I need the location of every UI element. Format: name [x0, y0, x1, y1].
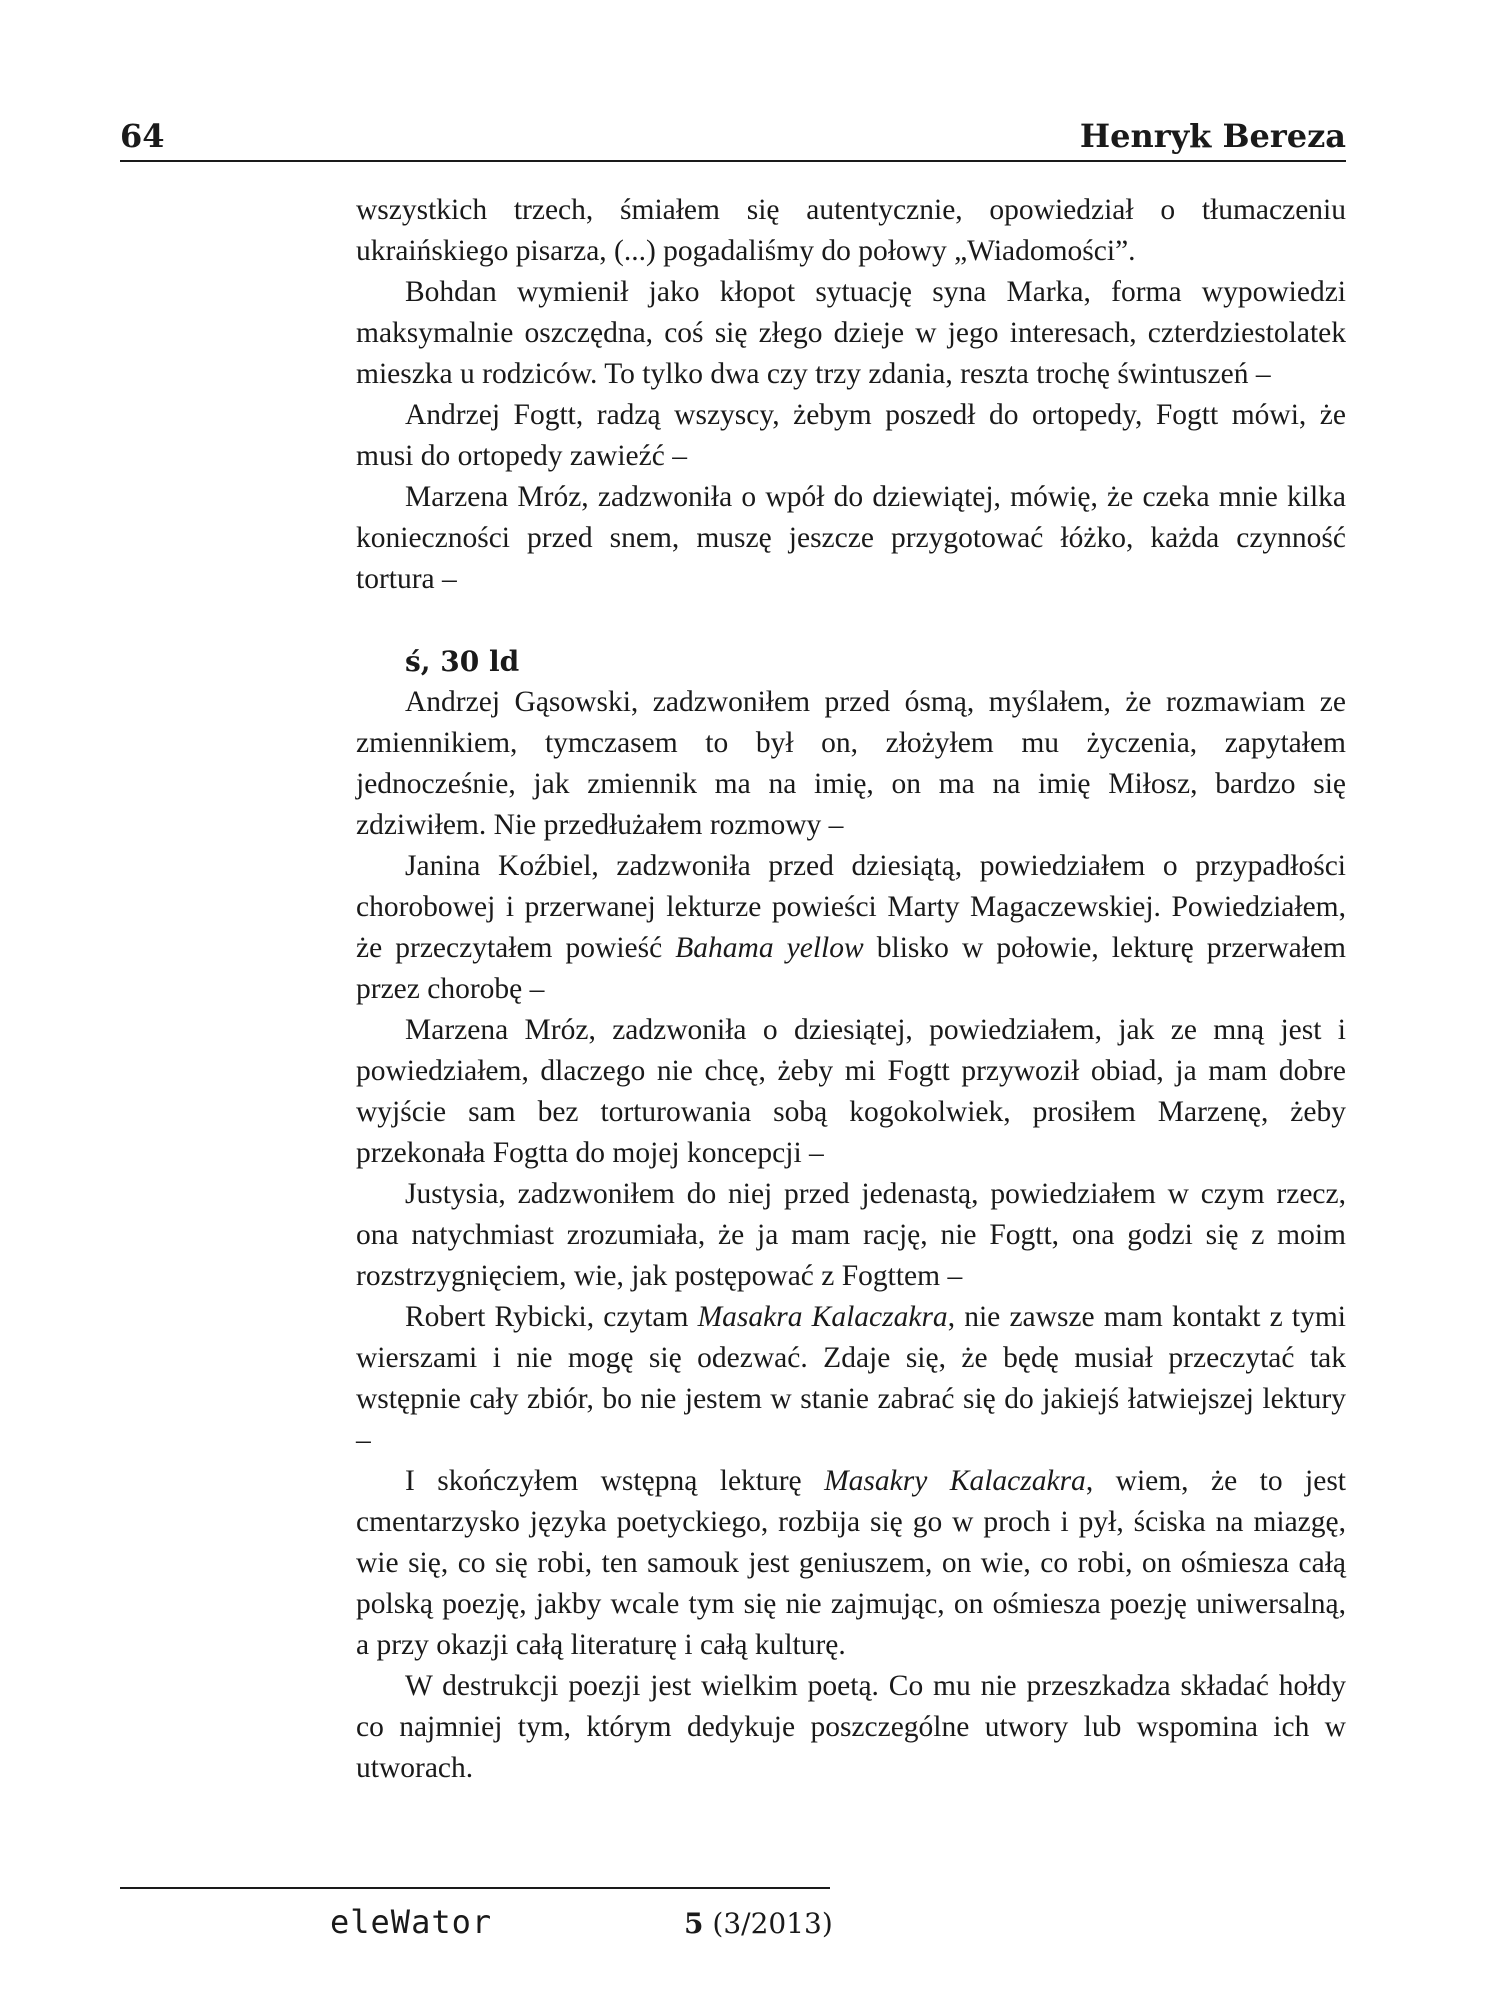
paragraph [356, 1297, 1346, 1461]
book-title: Masakry Kalaczakra [824, 1465, 1086, 1497]
issue-date: (3/2013) [712, 1907, 833, 1940]
diary-date-heading: ś, 30 ld [405, 645, 520, 678]
paragraph: Marzena Mróz, zadzwoniła o wpół do dziewiątej, mówię, że czeka mnie kilka konieczności przed snem, muszę jeszcze przygotować łóżko, każda czynność tortura – [356, 481, 1346, 595]
paragraph [356, 1461, 1346, 1666]
text-run: , wiem, że to jest cmentarzysko języka poetyckiego, rozbija się go w proch i pył, ściska na miazgę, wie się, co się robi, ten samouk jest geniuszem, on wie, co robi, on ośmiesza całą polską poezję, jakby wcale tym się nie zajmując, on ośmiesza poezję uniwersalną, a przy okazji całą literaturę i całą kulturę. [356, 1465, 1347, 1661]
magazine-logo: eleWator [330, 1903, 493, 1941]
text-run: Robert Rybicki, czytam [405, 1301, 698, 1333]
paragraph: Andrzej Gąsowski, zadzwoniłem przed ósmą, myślałem, że rozmawiam ze zmiennikiem, tymczasem to był on, złożyłem mu życzenia, zapytałem jednocześnie, jak zmiennik ma na imię, on ma na imię Miłosz, bardzo się zdziwiłem. Nie przedłużałem rozmowy – [356, 686, 1346, 841]
footer-divider [120, 1887, 830, 1889]
page-number: 64 [120, 117, 165, 155]
article-body [356, 190, 1346, 1789]
issue-number: 5 [684, 1907, 704, 1940]
paragraph: Andrzej Fogtt, radzą wszyscy, żebym poszedł do ortopedy, Fogtt mówi, że musi do ortopedy zawieźć – [356, 399, 1346, 472]
text-run: Janina Koźbiel, zadzwoniła przed dziesiątą, powiedziałem o przypadłości chorobowej i przerwanej lekturze powieści Marty Magaczewskiej. Powiedziałem, że przeczytałem powieść [356, 850, 1346, 964]
issue-info [684, 1906, 833, 1942]
paragraph: Justysia, zadzwoniłem do niej przed jedenastą, powiedziałem w czym rzecz, ona natychmiast zrozumiała, że ja mam rację, nie Fogtt, ona godzi się z moim rozstrzygnięciem, wie, jak postępować z Fogttem – [356, 1178, 1346, 1292]
paragraph: wszystkich trzech, śmiałem się autentycznie, opowiedział o tłumaczeniu ukraińskiego pisarza, (...) pogadaliśmy do połowy „Wiadomości”. [356, 194, 1346, 267]
text-run: I skończyłem wstępną lekturę [405, 1465, 825, 1497]
running-head-author: Henryk Bereza [1079, 117, 1346, 155]
book-title: Masakra Kalaczakra [697, 1301, 948, 1333]
page-header [120, 112, 1346, 162]
paragraph [356, 846, 1346, 1010]
paragraph: Bohdan wymienił jako kłopot sytuację syna Marka, forma wypowiedzi maksymalnie oszczędna, coś się złego dzieje w jego interesach, czterdziestolatek mieszka u rodziców. To tylko dwa czy trzy zdania, reszta trochę świntuszeń – [356, 276, 1346, 390]
text-run: blisko w połowie, lekturę przerwałem przez chorobę – [356, 932, 1346, 1005]
text-run: , nie zawsze mam kontakt z tymi wierszami i nie mogę się odezwać. Zdaje się, że będę musiał przeczytać tak wstępnie cały zbiór, bo nie jestem w stanie zabrać się do jakiejś łatwiejszej lektury – [356, 1301, 1346, 1456]
paragraph: W destrukcji poezji jest wielkim poetą. Co mu nie przeszkadza składać hołdy co najmniej tym, którym dedykuje poszczególne utwory lub wspomina ich w utworach. [356, 1670, 1346, 1784]
paragraph: Marzena Mróz, zadzwoniła o dziesiątej, powiedziałem, jak ze mną jest i powiedziałem, dlaczego nie chcę, żeby mi Fogtt przywoził obiad, ja mam dobre wyjście sam bez torturowania sobą kogokolwiek, prosiłem Marzenę, żeby przekonała Fogtta do mojej koncepcji – [356, 1014, 1346, 1169]
book-title: Bahama yellow [675, 932, 864, 964]
